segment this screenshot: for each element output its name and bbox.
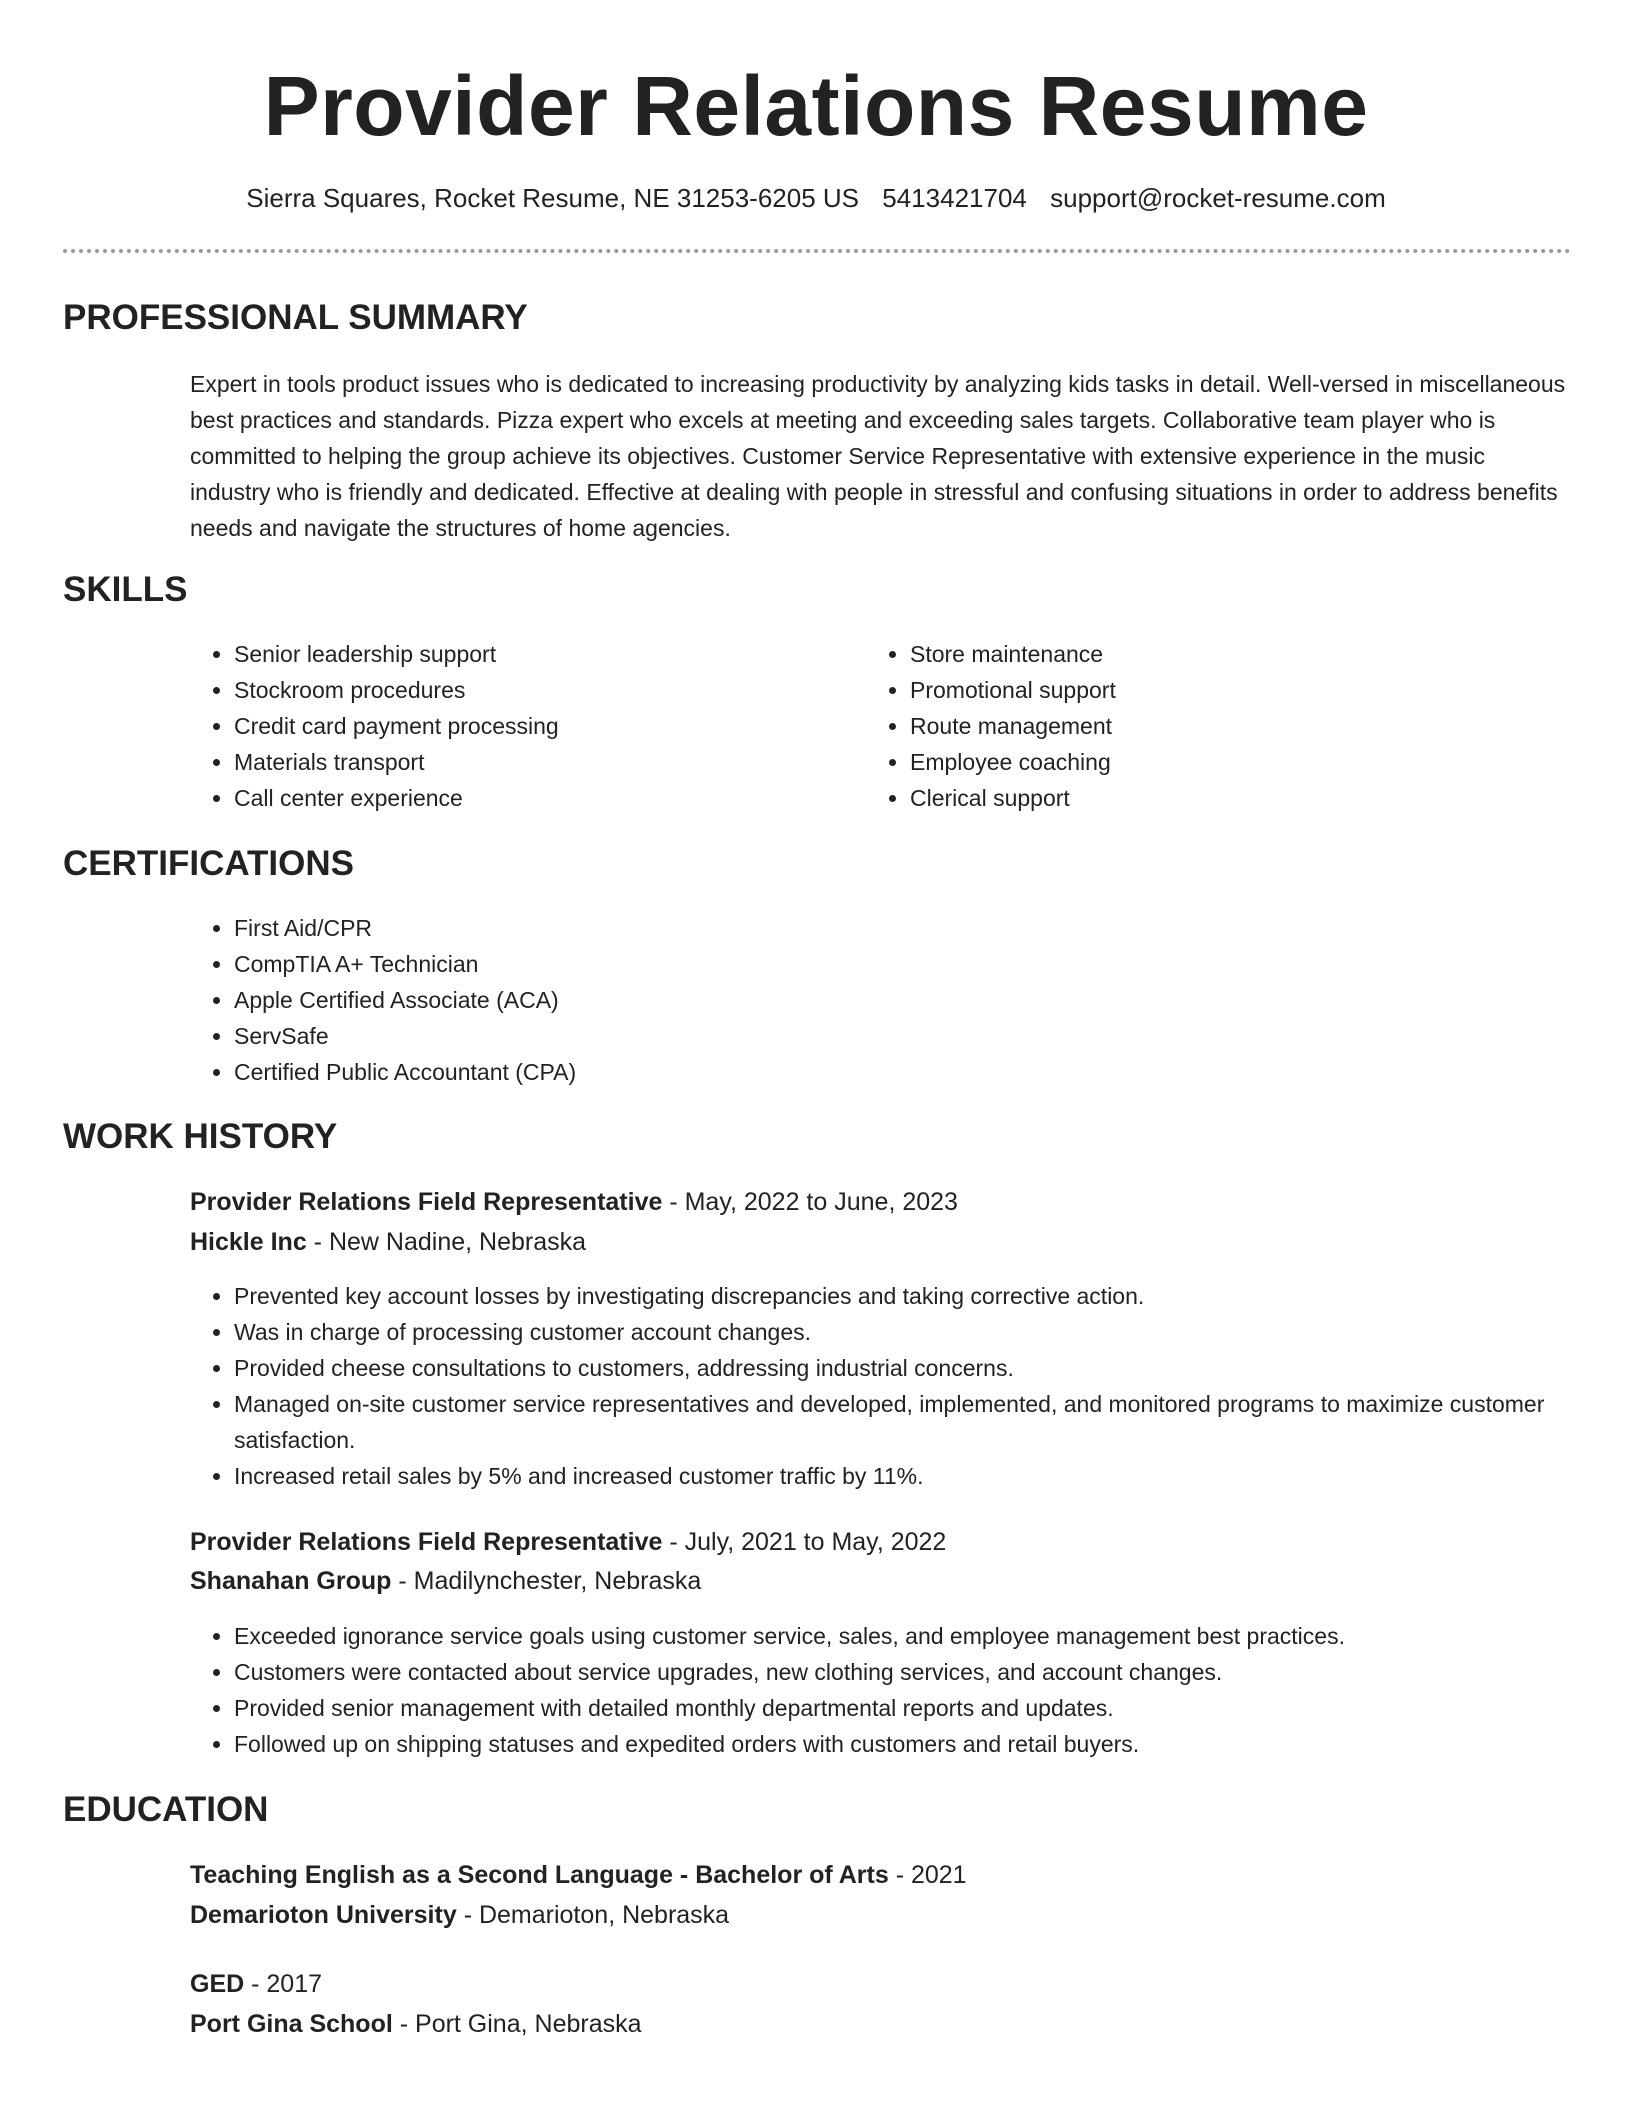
phone-number: 5413421704	[882, 183, 1027, 213]
certification-item: • ServSafe	[234, 1018, 1534, 1054]
job-duty-item: • Followed up on shipping statuses and expedited orders with customers and retail buyers.	[234, 1726, 1574, 1762]
resume-title: Provider Relations Resume	[263, 59, 1369, 153]
job-title: Provider Relations Field Representative	[190, 1528, 663, 1556]
skill-item: • Senior leadership support	[234, 636, 834, 672]
skill-item: • Store maintenance	[910, 636, 1510, 672]
job-duty-item: • Was in charge of processing customer account changes.	[234, 1314, 1574, 1350]
skill-item: • Employee coaching	[910, 744, 1510, 780]
summary-heading: PROFESSIONAL SUMMARY	[63, 298, 528, 337]
header-divider	[63, 249, 1571, 253]
job-duties-list	[190, 1278, 1574, 1494]
education-heading: EDUCATION	[63, 1790, 269, 1829]
job-dates: - May, 2022 to June, 2023	[662, 1188, 958, 1216]
education-year: - 2021	[888, 1861, 967, 1889]
skill-item: • Route management	[910, 708, 1510, 744]
job-company: Shanahan Group	[190, 1567, 392, 1595]
education-school-line	[190, 1895, 729, 1935]
certifications-heading: CERTIFICATIONS	[63, 844, 355, 883]
certification-item: • First Aid/CPR	[234, 910, 1534, 946]
job-duty-item: • Provided senior management with detailed monthly departmental reports and updates.	[234, 1690, 1574, 1726]
education-degree: Teaching English as a Second Language - Bachelor of Arts	[190, 1861, 889, 1889]
education-school: Demarioton University	[190, 1901, 457, 1929]
skill-item: • Stockroom procedures	[234, 672, 834, 708]
work-history-heading: WORK HISTORY	[63, 1117, 338, 1156]
job-duty-item: • Managed on-site customer service representatives and developed, implemented, and monitored programs to maximize customer satisfaction.	[234, 1386, 1574, 1458]
job-duty-item: • Increased retail sales by 5% and increased customer traffic by 11%.	[234, 1458, 1574, 1494]
education-degree-line	[190, 1855, 967, 1895]
contact-line	[0, 180, 1632, 216]
job-location: - Madilynchester, Nebraska	[391, 1567, 702, 1595]
skill-item: • Credit card payment processing	[234, 708, 834, 744]
certification-item: • CompTIA A+ Technician	[234, 946, 1534, 982]
skill-item: • Call center experience	[234, 780, 834, 816]
job-duty-item: • Exceeded ignorance service goals using customer service, sales, and employee management best practices.	[234, 1618, 1574, 1654]
job-location: - New Nadine, Nebraska	[306, 1228, 587, 1256]
certifications-list	[190, 910, 1534, 1090]
email-address: support@rocket-resume.com	[1050, 183, 1386, 213]
skills-heading: SKILLS	[63, 570, 188, 609]
job-company-line	[190, 1222, 586, 1262]
education-location: - Demarioton, Nebraska	[456, 1901, 730, 1929]
education-degree-line	[190, 1964, 322, 2004]
skill-item: • Materials transport	[234, 744, 834, 780]
address: Sierra Squares, Rocket Resume, NE 31253-6205 US	[246, 183, 860, 213]
job-duties-list	[190, 1618, 1574, 1762]
education-year: - 2017	[244, 1970, 323, 1998]
summary-text: Expert in tools product issues who is dedicated to increasing productivity by analyzing kids tasks in detail. Well-versed in miscellaneous best practices and standards. Pizza expert who excels at meeting and exceeding sales targets. Collaborative team player who is committed to helping the group achieve its objectives. Customer Service Representative with extensive experience in the music industry who is friendly and dedicated. Effective at dealing with people in stressful and confusing situations in order to address benefits needs and navigate the structures of home agencies.	[190, 371, 1566, 541]
job-title-line	[190, 1182, 958, 1222]
education-degree: GED	[190, 1970, 245, 1998]
job-duty-item: • Provided cheese consultations to customers, addressing industrial concerns.	[234, 1350, 1574, 1386]
job-duty-item: • Prevented key account losses by investigating discrepancies and taking corrective action.	[234, 1278, 1574, 1314]
skill-item: • Promotional support	[910, 672, 1510, 708]
education-school: Port Gina School	[190, 2010, 393, 2038]
education-location: - Port Gina, Nebraska	[392, 2010, 642, 2038]
job-company: Hickle Inc	[190, 1228, 307, 1256]
skill-item: • Clerical support	[910, 780, 1510, 816]
skills-list-right	[866, 636, 1510, 816]
job-company-line	[190, 1561, 701, 1601]
education-school-line	[190, 2004, 642, 2044]
job-duty-item: • Customers were contacted about service upgrades, new clothing services, and account changes.	[234, 1654, 1574, 1690]
job-dates: - July, 2021 to May, 2022	[662, 1528, 947, 1556]
certification-item: • Apple Certified Associate (ACA)	[234, 982, 1534, 1018]
job-title-line	[190, 1522, 946, 1562]
certification-item: • Certified Public Accountant (CPA)	[234, 1054, 1534, 1090]
skills-list-left	[190, 636, 834, 816]
job-title: Provider Relations Field Representative	[190, 1188, 663, 1216]
